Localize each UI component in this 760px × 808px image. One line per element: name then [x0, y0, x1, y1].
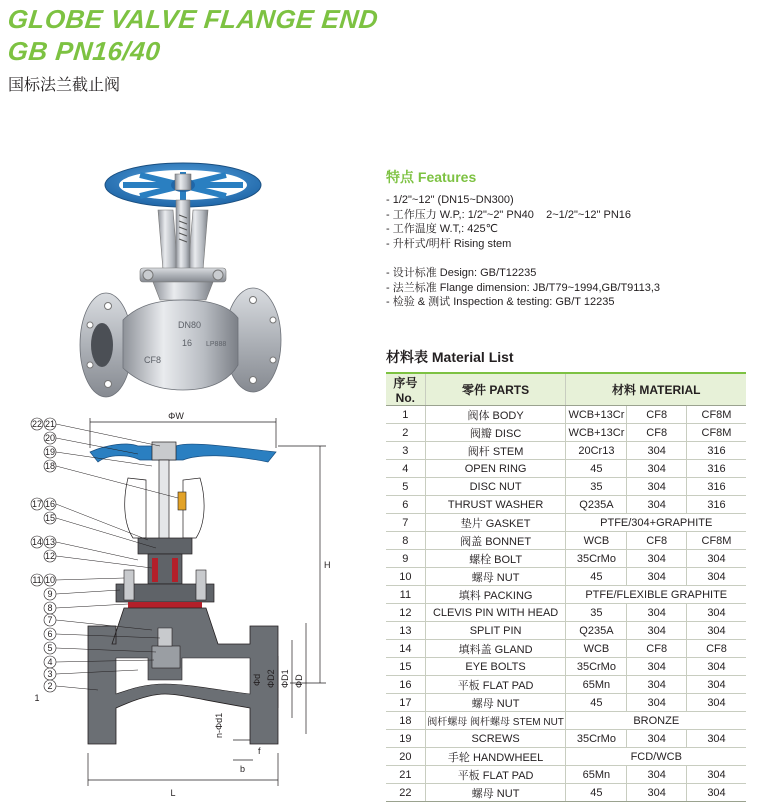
handwheel-section	[90, 444, 276, 462]
material-table-header	[386, 373, 746, 406]
feature-design-standard: - 设计标准 Design: GB/T12235	[386, 267, 537, 279]
row-no: 22	[386, 784, 425, 802]
callout-22: 22	[31, 419, 43, 429]
row-material-all: PTFE/304+GRAPHITE	[566, 514, 746, 532]
row-material-cf8m: 304	[687, 676, 747, 694]
callout-4: 4	[47, 657, 53, 667]
product-standard-title: GB PN16/40	[6, 36, 162, 66]
row-material-carbon: 65Mn	[566, 766, 627, 784]
body-mark-brand: LP888	[206, 341, 227, 348]
table-row	[386, 658, 746, 676]
row-material-cf8m: 304	[687, 730, 747, 748]
row-material-cf8: 304	[627, 478, 687, 496]
row-material-carbon: 65Mn	[566, 676, 627, 694]
table-row	[386, 712, 746, 730]
row-part: EYE BOLTS	[425, 658, 566, 676]
row-material-cf8m: 316	[687, 442, 747, 460]
callout-7: 7	[47, 615, 53, 625]
row-no: 16	[386, 676, 425, 694]
row-no: 11	[386, 586, 425, 604]
row-material-carbon: 35	[566, 604, 627, 622]
col-header-no: 序号No.	[386, 373, 425, 406]
row-material-cf8m: CF8M	[687, 406, 747, 424]
row-material-cf8: 304	[627, 694, 687, 712]
table-row	[386, 532, 746, 550]
row-material-cf8: 304	[627, 604, 687, 622]
table-row	[386, 424, 746, 442]
row-no: 6	[386, 496, 425, 514]
dim-h: H	[324, 560, 331, 570]
feature-inspection-standard: - 检验 & 测试 Inspection & testing: GB/T 12235	[386, 296, 615, 308]
callout-12: 12	[44, 551, 56, 561]
row-no: 17	[386, 694, 425, 712]
row-no: 10	[386, 568, 425, 586]
dim-d1: ΦD1	[280, 669, 290, 688]
features-list	[386, 193, 660, 310]
row-material-cf8: CF8	[627, 532, 687, 550]
valve-photo	[78, 160, 288, 405]
body-mark-material: CF8	[144, 355, 162, 365]
row-no: 8	[386, 532, 425, 550]
row-material-cf8m: 304	[687, 694, 747, 712]
row-material-cf8: 304	[627, 496, 687, 514]
row-no: 15	[386, 658, 425, 676]
row-material-carbon: 45	[566, 568, 627, 586]
table-row	[386, 496, 746, 514]
callout-21: 21	[44, 419, 56, 429]
row-material-carbon: Q235A	[566, 496, 627, 514]
features-heading: 特点 Features	[386, 169, 477, 185]
callout-15: 15	[44, 513, 56, 523]
dim-w: ΦW	[168, 411, 184, 421]
row-material-cf8: 304	[627, 766, 687, 784]
row-material-cf8: 304	[627, 568, 687, 586]
table-row	[386, 604, 746, 622]
row-part: 阀体 BODY	[425, 406, 566, 424]
callout-19: 19	[44, 447, 56, 457]
row-material-cf8m: 304	[687, 766, 747, 784]
dim-l: L	[170, 788, 176, 798]
callout-20: 20	[44, 433, 56, 443]
row-no: 13	[386, 622, 425, 640]
body-mark-size: DN80	[178, 320, 202, 330]
table-row	[386, 622, 746, 640]
row-no: 19	[386, 730, 425, 748]
row-part: 垫片 GASKET	[425, 514, 566, 532]
callout-17: 17	[31, 499, 43, 509]
row-material-cf8: 304	[627, 460, 687, 478]
row-part: SPLIT PIN	[425, 622, 566, 640]
feature-working-pressure: - 工作压力 W.P,: 1/2"~2" PN40 2~1/2"~12" PN16	[386, 208, 632, 221]
feature-flange-standard: - 法兰标准 Flange dimension: JB/T79~1994,GB/T9113,3	[386, 281, 661, 294]
row-material-cf8m: 304	[687, 604, 747, 622]
row-part: OPEN RING	[425, 460, 566, 478]
table-row	[386, 676, 746, 694]
row-material-cf8: CF8	[627, 640, 687, 658]
valve-section-drawing	[28, 408, 358, 804]
row-material-carbon: Q235A	[566, 622, 627, 640]
col-header-parts: 零件 PARTS	[425, 373, 566, 406]
row-material-carbon: 35CrMo	[566, 658, 627, 676]
table-row	[386, 766, 746, 784]
callout-2: 2	[47, 681, 53, 691]
material-table	[386, 372, 746, 802]
row-no: 3	[386, 442, 425, 460]
row-material-carbon: 35CrMo	[566, 550, 627, 568]
row-no: 9	[386, 550, 425, 568]
row-part: SCREWS	[425, 730, 566, 748]
row-material-cf8m: CF8M	[687, 532, 747, 550]
row-material-cf8: 304	[627, 622, 687, 640]
body-mark-pressure: 16	[182, 338, 193, 348]
row-material-cf8: CF8	[627, 406, 687, 424]
row-material-carbon: 20Cr13	[566, 442, 627, 460]
row-part: DISC NUT	[425, 478, 566, 496]
row-part: THRUST WASHER	[425, 496, 566, 514]
dim-d-outer: ΦD	[294, 674, 304, 688]
callout-11: 11	[32, 575, 42, 585]
row-material-cf8m: 304	[687, 568, 747, 586]
row-part: 阀盖 BONNET	[425, 532, 566, 550]
table-row	[386, 568, 746, 586]
row-no: 21	[386, 766, 425, 784]
callout-6: 6	[47, 629, 53, 639]
callout-14: 14	[31, 537, 43, 547]
dim-d: Φd	[252, 673, 262, 686]
row-no: 1	[386, 406, 425, 424]
row-no: 2	[386, 424, 425, 442]
row-material-cf8m: 304	[687, 784, 747, 802]
callout-18: 18	[44, 461, 56, 471]
row-part: 阀瓣 DISC	[425, 424, 566, 442]
table-row	[386, 694, 746, 712]
table-row	[386, 478, 746, 496]
callout-13: 13	[44, 537, 56, 547]
product-title: GLOBE VALVE FLANGE END	[6, 4, 380, 34]
table-row	[386, 784, 746, 802]
row-material-cf8m: 304	[687, 550, 747, 568]
row-material-cf8: 304	[627, 730, 687, 748]
dim-b: b	[240, 764, 246, 774]
row-material-carbon: WCB	[566, 640, 627, 658]
row-part: 平板 FLAT PAD	[425, 676, 566, 694]
row-material-cf8m: 304	[687, 622, 747, 640]
row-part: 填料盖 GLAND	[425, 640, 566, 658]
row-material-cf8m: 304	[687, 658, 747, 676]
row-no: 20	[386, 748, 425, 766]
row-no: 5	[386, 478, 425, 496]
callout-8: 8	[47, 603, 53, 613]
table-row	[386, 586, 746, 604]
row-part: 螺栓 BOLT	[425, 550, 566, 568]
row-material-cf8m: 316	[687, 460, 747, 478]
row-material-cf8: 304	[627, 658, 687, 676]
row-part: 阀杆螺母 阀杆螺母 STEM NUT	[425, 712, 566, 730]
row-material-carbon: 35	[566, 478, 627, 496]
table-row	[386, 550, 746, 568]
callout-3: 3	[47, 669, 53, 679]
row-material-all: PTFE/FLEXIBLE GRAPHITE	[566, 586, 746, 604]
row-part: 填料 PACKING	[425, 586, 566, 604]
row-material-cf8m: 316	[687, 496, 747, 514]
table-row	[386, 640, 746, 658]
callout-5: 5	[47, 643, 53, 653]
material-list-heading: 材料表 Material List	[386, 349, 514, 365]
col-header-material: 材料 MATERIAL	[566, 373, 746, 406]
table-row	[386, 514, 746, 532]
row-material-all: FCD/WCB	[566, 748, 746, 766]
row-part: 平板 FLAT PAD	[425, 766, 566, 784]
row-no: 14	[386, 640, 425, 658]
row-part: 螺母 NUT	[425, 784, 566, 802]
row-material-carbon: WCB+13Cr	[566, 406, 627, 424]
row-part: 阀杆 STEM	[425, 442, 566, 460]
row-material-carbon: 45	[566, 460, 627, 478]
row-part: 螺母 NUT	[425, 568, 566, 586]
row-material-cf8: CF8	[627, 424, 687, 442]
table-row	[386, 460, 746, 478]
row-material-carbon: WCB	[566, 532, 627, 550]
row-no: 12	[386, 604, 425, 622]
callout-1: 1	[34, 693, 40, 703]
row-material-cf8m: CF8M	[687, 424, 747, 442]
product-subtitle-cn: 国标法兰截止阀	[8, 77, 121, 94]
row-material-cf8: 304	[627, 676, 687, 694]
table-row	[386, 730, 746, 748]
dim-bolt-holes: n-Φd1	[214, 712, 224, 738]
row-no: 18	[386, 712, 425, 730]
callout-9: 9	[47, 589, 53, 599]
row-no: 7	[386, 514, 425, 532]
feature-working-temperature: - 工作温度 W.T,: 425℃	[386, 223, 498, 235]
table-row	[386, 748, 746, 766]
row-material-carbon: WCB+13Cr	[566, 424, 627, 442]
dim-f: f	[258, 746, 261, 756]
row-material-cf8: 304	[627, 550, 687, 568]
callout-10: 10	[44, 575, 56, 585]
row-material-cf8: 304	[627, 784, 687, 802]
row-material-cf8m: CF8	[687, 640, 747, 658]
row-part: 手轮 HANDWHEEL	[425, 748, 566, 766]
callout-16: 16	[44, 499, 56, 509]
row-material-all: BRONZE	[566, 712, 746, 730]
feature-rising-stem: - 升杆式/明杆 Rising stem	[386, 237, 512, 250]
row-material-carbon: 45	[566, 784, 627, 802]
table-row	[386, 442, 746, 460]
row-material-carbon: 35CrMo	[566, 730, 627, 748]
row-no: 4	[386, 460, 425, 478]
row-material-cf8m: 316	[687, 478, 747, 496]
dim-d2: ΦD2	[266, 669, 276, 688]
row-part: CLEVIS PIN WITH HEAD	[425, 604, 566, 622]
row-part: 螺母 NUT	[425, 694, 566, 712]
row-material-cf8: 304	[627, 442, 687, 460]
row-material-carbon: 45	[566, 694, 627, 712]
feature-size-range: - 1/2"~12" (DN15~DN300)	[386, 194, 514, 206]
table-row	[386, 406, 746, 424]
